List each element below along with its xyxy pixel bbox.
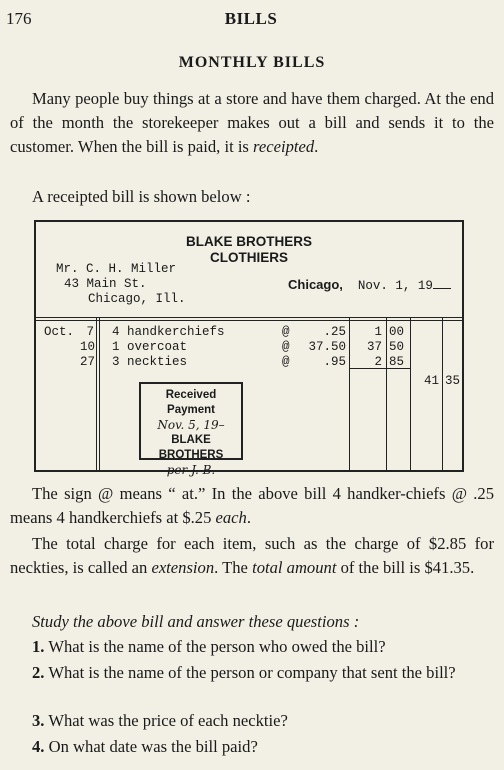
line-item-dollars: 1 <box>374 325 382 339</box>
line-item-at: @ <box>282 325 290 339</box>
stamp-title: Received Payment <box>165 389 217 416</box>
question-text: On what date was the bill paid? <box>48 737 258 756</box>
line-item-day: 7 <box>86 325 94 339</box>
question-item <box>10 635 494 659</box>
firm-name: BLAKE BROTHERS <box>185 234 312 249</box>
column-divider-date-2 <box>99 317 100 472</box>
study-prompt-text: Study the above bill and answer these questions : <box>32 612 360 631</box>
customer-street: 43 Main St. <box>64 277 147 291</box>
received-payment-stamp <box>139 382 243 477</box>
customer-name: Mr. C. H. Miller <box>56 262 177 276</box>
total-dollars: 41 <box>423 374 439 388</box>
column-divider-total-cents <box>442 317 443 472</box>
line-item-description: 4 handkerchiefs <box>112 325 225 339</box>
line-item-at: @ <box>282 340 290 354</box>
line-item-day: 10 <box>80 340 96 354</box>
line-item-description: 1 overcoat <box>112 340 188 354</box>
column-divider-date <box>96 317 97 472</box>
firm-type: CLOTHIERS <box>209 250 288 265</box>
intro-end: . <box>314 137 319 156</box>
study-prompt <box>10 610 494 634</box>
line-item-day: 27 <box>80 355 96 369</box>
total-cents: 35 <box>445 374 461 388</box>
p3-italic-extension: extension <box>151 558 215 577</box>
running-title: BILLS <box>224 9 278 28</box>
item-month: Oct. <box>44 325 75 339</box>
paragraph-at-sign <box>10 482 494 530</box>
line-item-at: @ <box>282 355 290 369</box>
p2-italic: each <box>215 508 247 527</box>
customer-city: Chicago, Ill. <box>88 292 186 306</box>
p2-text: The sign @ means “ at.” In the above bill 4 handker-chiefs @ .25 means 4 handkerchiefs at $.25 <box>10 484 494 527</box>
column-divider-price <box>349 317 350 472</box>
intro-paragraph <box>10 87 494 159</box>
bill-city: Chicago, <box>288 277 343 292</box>
line-item-dollars: 37 <box>366 340 382 354</box>
stamp-firm: BLAKE BROTHERS <box>158 434 224 461</box>
p3-text: The total charge for each item, such as the charge of $2.85 for neckties, is called an <box>10 534 494 577</box>
line-item-cents: 85 <box>389 355 405 369</box>
question-item <box>10 709 494 733</box>
question-text: What is the name of the person who owed the bill? <box>48 637 386 656</box>
column-divider-cents <box>386 317 387 472</box>
question-number: 3. <box>32 711 45 730</box>
question-item <box>10 661 494 685</box>
p2-end: . <box>246 508 251 527</box>
receipted-bill <box>34 220 464 477</box>
line-item-dollars: 2 <box>374 355 382 369</box>
line-item-cents: 50 <box>389 340 405 354</box>
section-title: MONTHLY BILLS <box>178 54 326 71</box>
lead-in <box>10 185 494 209</box>
column-divider-total <box>410 317 411 472</box>
line-item-price: .95 <box>323 355 346 369</box>
p3-end: of the bill is $41.35. <box>336 558 475 577</box>
lead-in-text: A receipted bill is shown below : <box>32 187 251 206</box>
line-item <box>44 325 74 340</box>
question-number: 2. <box>32 663 45 682</box>
question-number: 4. <box>32 737 45 756</box>
paragraph-extension <box>10 532 494 580</box>
stamp-signature: per J. B. <box>166 463 216 477</box>
p3-mid: . The <box>214 558 253 577</box>
question-number: 1. <box>32 637 45 656</box>
question-item <box>10 735 494 759</box>
question-text: What is the name of the person or company that sent the bill? <box>48 663 456 682</box>
page-number: 176 <box>6 9 32 28</box>
bill-date <box>288 277 451 293</box>
date-blank <box>433 288 451 289</box>
bill-date-text: Nov. 1, 19 <box>357 279 433 293</box>
line-item-cents: 00 <box>389 325 405 339</box>
customer-address <box>56 262 186 307</box>
stamp-date: Nov. 5, 19– <box>157 418 225 432</box>
intro-text: Many people buy things at a store and have them charged. At the end of the month the storekeeper makes out a bill and sends it to the customer. When the bill is paid, it is <box>10 89 494 156</box>
question-text: What was the price of each necktie? <box>48 711 288 730</box>
line-item-description: 3 neckties <box>112 355 188 369</box>
line-item-price: .25 <box>323 325 346 339</box>
line-item-price: 37.50 <box>308 340 346 354</box>
page-header <box>6 9 496 31</box>
p3-italic-total: total amount <box>252 558 337 577</box>
intro-italic: receipted <box>253 137 315 156</box>
